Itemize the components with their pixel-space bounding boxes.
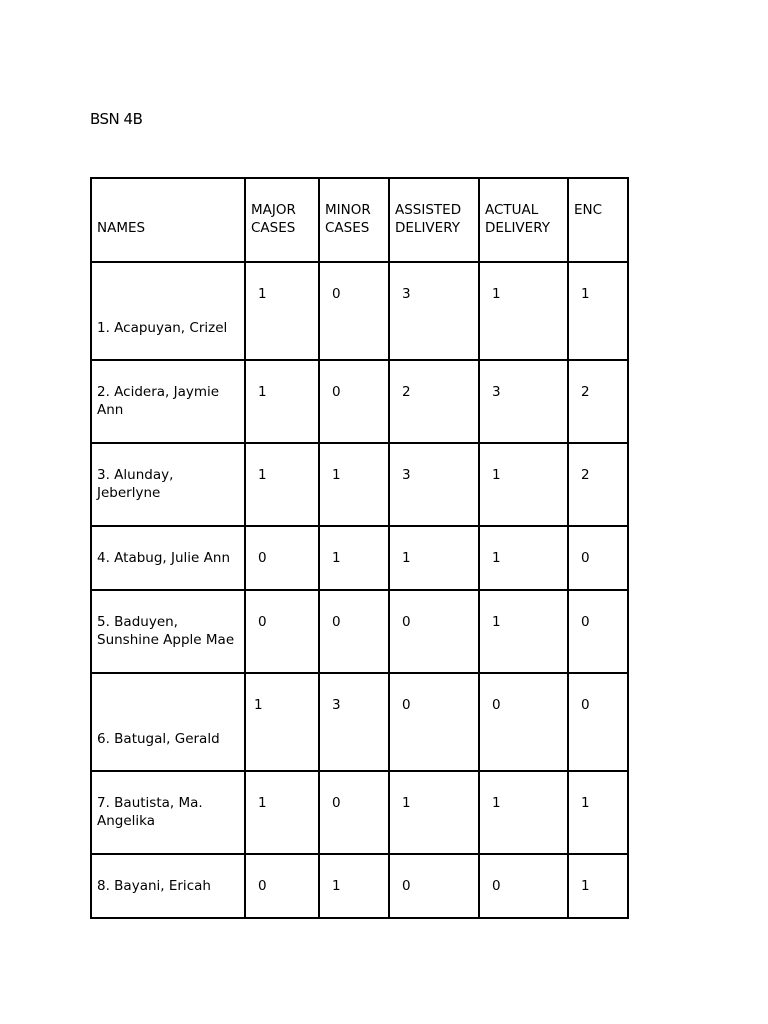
cell-major: 1	[245, 673, 319, 771]
cell-enc: 1	[568, 262, 628, 360]
header-names: NAMES	[91, 178, 245, 262]
cell-assisted: 1	[389, 526, 479, 590]
cell-enc: 0	[568, 673, 628, 771]
row-name-cell	[91, 262, 245, 360]
header-row	[91, 178, 628, 262]
cell-actual: 0	[479, 673, 568, 771]
table-row	[91, 854, 628, 918]
cell-actual: 1	[479, 771, 568, 854]
cell-actual: 1	[479, 262, 568, 360]
table-row	[91, 590, 628, 673]
cell-assisted: 0	[389, 590, 479, 673]
cell-minor: 0	[319, 771, 389, 854]
cell-major: 0	[245, 590, 319, 673]
table-row	[91, 673, 628, 771]
cell-enc: 0	[568, 590, 628, 673]
cell-minor: 1	[319, 526, 389, 590]
cell-assisted: 0	[389, 854, 479, 918]
row-name-cell	[91, 673, 245, 771]
table-row	[91, 526, 628, 590]
header-major-line2: CASES	[251, 220, 296, 236]
cell-minor: 0	[319, 262, 389, 360]
header-assisted-delivery	[389, 178, 479, 262]
header-actual-delivery	[479, 178, 568, 262]
cell-assisted: 3	[389, 443, 479, 526]
cell-actual: 1	[479, 443, 568, 526]
header-assisted-line1: ASSISTED	[395, 202, 462, 218]
cases-table	[90, 177, 629, 919]
row-name: 6. Batugal, Gerald	[97, 731, 220, 747]
header-major-cases	[245, 178, 319, 262]
table-row	[91, 443, 628, 526]
row-name: 8. Bayani, Ericah	[91, 854, 245, 918]
cell-major: 1	[245, 771, 319, 854]
row-name: 4. Atabug, Julie Ann	[91, 526, 245, 590]
cell-minor: 0	[319, 590, 389, 673]
table-row	[91, 262, 628, 360]
row-name: 2. Acidera, Jaymie Ann	[91, 360, 245, 443]
cell-assisted: 0	[389, 673, 479, 771]
cell-assisted: 2	[389, 360, 479, 443]
cell-minor: 1	[319, 854, 389, 918]
cell-enc: 0	[568, 526, 628, 590]
row-name: 7. Bautista, Ma. Angelika	[91, 771, 245, 854]
row-name: 3. Alunday, Jeberlyne	[91, 443, 245, 526]
cell-assisted: 1	[389, 771, 479, 854]
cell-assisted: 3	[389, 262, 479, 360]
cell-minor: 3	[319, 673, 389, 771]
header-assisted-line2: DELIVERY	[395, 220, 460, 236]
cell-minor: 1	[319, 443, 389, 526]
table-row	[91, 360, 628, 443]
header-minor-cases	[319, 178, 389, 262]
header-actual-line1: ACTUAL	[485, 202, 539, 218]
cell-minor: 0	[319, 360, 389, 443]
page-title: BSN 4B	[90, 110, 143, 128]
header-major-line1: MAJOR	[251, 202, 296, 218]
cell-enc: 1	[568, 854, 628, 918]
cell-actual: 1	[479, 526, 568, 590]
cell-major: 0	[245, 854, 319, 918]
cell-actual: 0	[479, 854, 568, 918]
cell-enc: 2	[568, 360, 628, 443]
cell-major: 0	[245, 526, 319, 590]
header-minor-line2: CASES	[325, 220, 370, 236]
cell-enc: 2	[568, 443, 628, 526]
header-enc: ENC	[568, 178, 628, 262]
header-actual-line2: DELIVERY	[485, 220, 550, 236]
cell-major: 1	[245, 262, 319, 360]
header-minor-line1: MINOR	[325, 202, 371, 218]
row-name: 5. Baduyen, Sunshine Apple Mae	[91, 590, 245, 673]
cell-major: 1	[245, 360, 319, 443]
cell-actual: 3	[479, 360, 568, 443]
cell-major: 1	[245, 443, 319, 526]
row-name: 1. Acapuyan, Crizel	[97, 320, 228, 336]
cell-enc: 1	[568, 771, 628, 854]
cell-actual: 1	[479, 590, 568, 673]
table-row	[91, 771, 628, 854]
